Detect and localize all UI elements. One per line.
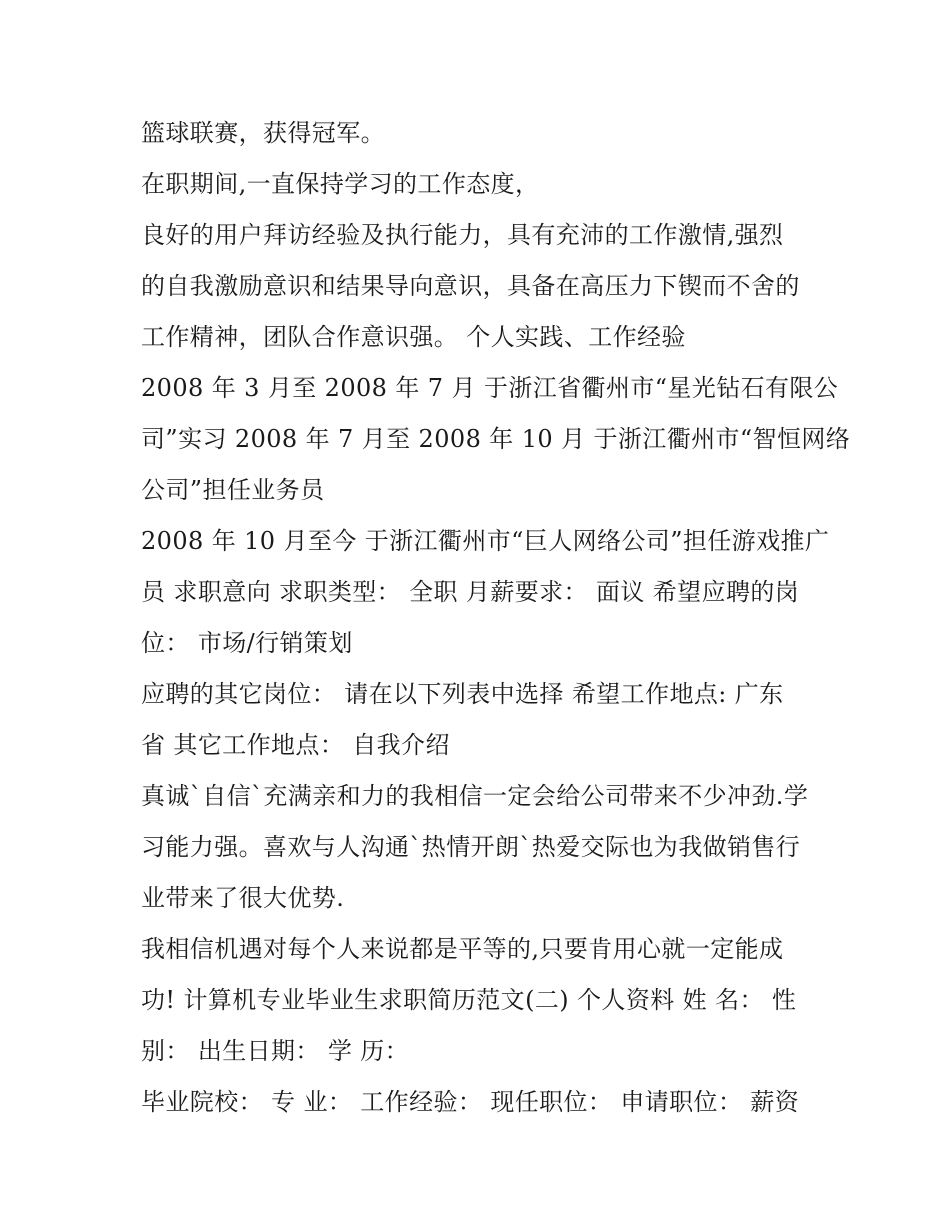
- text-line: 我相信机遇对每个人来说都是平等的,只要肯用心就一定能成: [141, 935, 784, 963]
- text-line: 司”实习 2008 年 7 月至 2008 年 10 月 于浙江衢州市“智恒网络: [141, 425, 851, 453]
- text-line: 公司”担任业务员: [141, 476, 325, 504]
- text-line: 工作精神，团队合作意识强。 个人实践、工作经验: [141, 323, 686, 351]
- text-line: 业带来了很大优势.: [141, 884, 345, 912]
- text-line: 的自我激励意识和结果导向意识，具备在高压力下锲而不舍的: [141, 272, 800, 300]
- text-line: 省 其它工作地点： 自我介绍: [141, 731, 450, 759]
- document-body: [141, 108, 851, 1128]
- text-line: 良好的用户拜访经验及执行能力，具有充沛的工作激情,强烈: [141, 221, 784, 249]
- text-line: 功! 计算机专业毕业生求职简历范文(二) 个人资料 姓 名： 性: [141, 986, 797, 1014]
- text-line: 毕业院校： 专 业： 工作经验： 现任职位： 申请职位： 薪资: [141, 1088, 800, 1116]
- text-line: 在职期间,一直保持学习的工作态度，: [141, 170, 540, 198]
- text-line: 篮球联赛，获得冠军。: [141, 119, 385, 147]
- text-line: 员 求职意向 求职类型： 全职 月薪要求： 面议 希望应聘的岗: [141, 578, 800, 606]
- text-line: 2008 年 10 月至今 于浙江衢州市“巨人网络公司”担任游戏推广: [141, 527, 830, 555]
- text-line: 习能力强。喜欢与人沟通`热情开朗`热爱交际也为我做销售行: [141, 833, 801, 861]
- text-line: 别： 出生日期： 学 历：: [141, 1037, 410, 1065]
- text-line: 应聘的其它岗位： 请在以下列表中选择 希望工作地点: 广东: [141, 680, 784, 708]
- text-line: 真诚`自信`充满亲和力的我相信一定会给公司带来不少冲劲.学: [141, 782, 809, 810]
- text-line: 2008 年 3 月至 2008 年 7 月 于浙江省衢州市“星光钻石有限公: [141, 374, 839, 402]
- text-line: 位： 市场/行销策划: [141, 629, 353, 657]
